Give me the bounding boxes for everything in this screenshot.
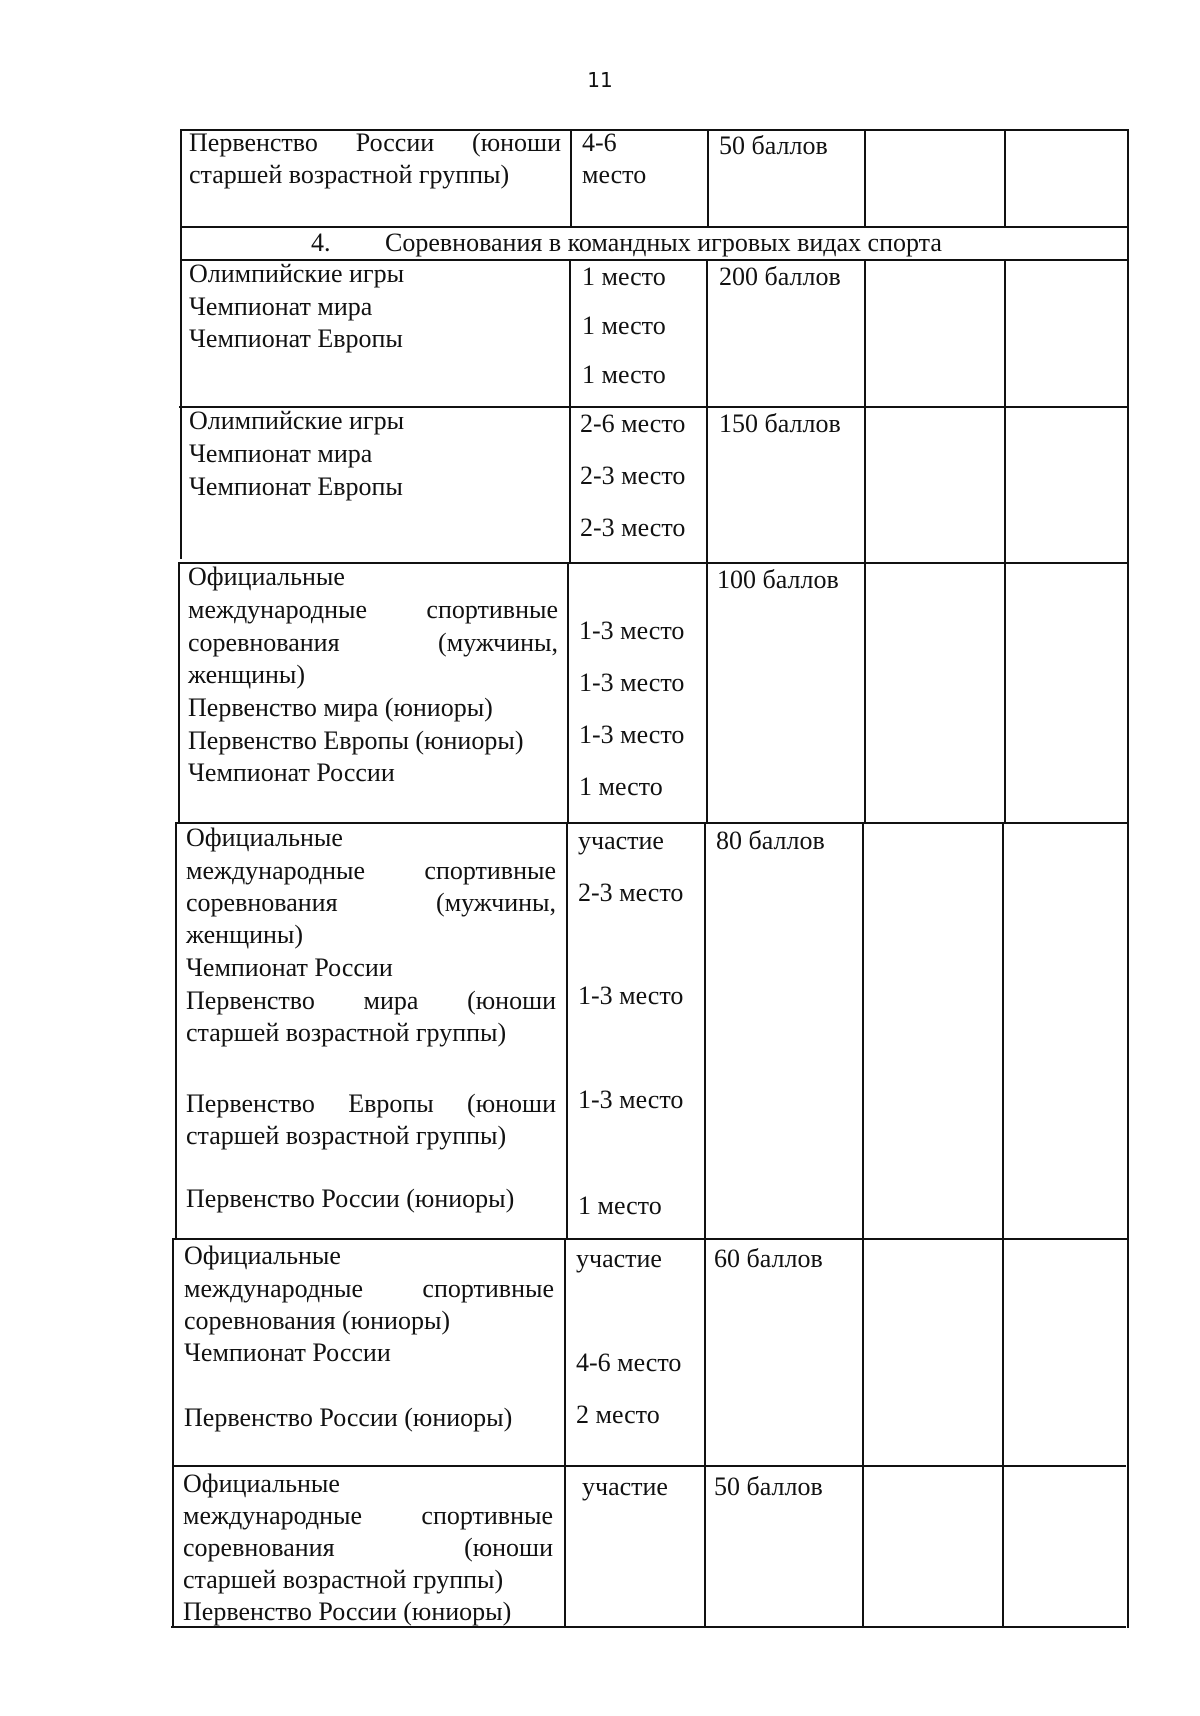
competition-line: Чемпионат России <box>184 1338 391 1367</box>
competition-line: Чемпионат мира <box>189 292 373 321</box>
competition-line: Чемпионат России <box>186 953 393 982</box>
place-value: 1 место <box>582 311 666 340</box>
place-value: 1-3 место <box>579 616 685 645</box>
page-number: 11 <box>587 68 613 92</box>
place-value: участие <box>582 1472 668 1501</box>
section-title: Соревнования в командных игровых видах спорта <box>385 228 942 257</box>
competition-line: Чемпионат Европы <box>189 472 403 501</box>
column-divider <box>1004 129 1006 226</box>
points-value: 50 баллов <box>719 131 828 160</box>
competition-line: Официальные <box>186 823 343 852</box>
competition-line: соревнования (мужчины, <box>188 628 558 657</box>
competition-line: Официальные <box>183 1469 340 1498</box>
competition-line: старшей возрастной группы) <box>186 1121 507 1150</box>
place-value: 2-6 место <box>580 409 686 438</box>
competition-line: Первенство Европы (юноши <box>186 1089 556 1118</box>
place-value: 4-6 место <box>576 1348 682 1377</box>
column-divider <box>706 259 708 822</box>
place-value: 1-3 место <box>578 1085 684 1114</box>
table-border-left <box>172 1238 174 1628</box>
competition-line: международные спортивные <box>183 1501 553 1530</box>
competition-line: Олимпийские игры <box>189 259 405 288</box>
row-divider <box>173 1465 1126 1467</box>
table-border-left <box>178 562 180 822</box>
competition-line: международные спортивные <box>186 856 556 885</box>
place-value: 1-3 место <box>579 668 685 697</box>
competition-line: старшей возрастной группы) <box>186 1018 507 1047</box>
column-divider <box>566 822 568 1238</box>
competition-line: Первенство мира (юноши <box>186 986 556 1015</box>
column-divider <box>569 259 571 562</box>
points-value: 50 баллов <box>714 1472 823 1501</box>
competition-line: женщины) <box>188 660 306 689</box>
section-number: 4. <box>311 228 331 257</box>
column-divider <box>864 129 866 226</box>
column-divider <box>564 1238 566 1628</box>
table-border-left <box>180 129 182 559</box>
competition-line: соревнования (юноши <box>183 1533 553 1562</box>
competition-line: Первенство России (юноши <box>189 128 561 157</box>
place-value: место <box>582 160 647 189</box>
place-value: 2 место <box>576 1400 660 1429</box>
points-value: 200 баллов <box>719 262 841 291</box>
competition-line: Первенство мира (юниоры) <box>188 693 493 722</box>
place-value: 1 место <box>578 1191 662 1220</box>
competition-line: соревнования (мужчины, <box>186 888 556 917</box>
place-value: 2-3 место <box>580 461 686 490</box>
points-value: 80 баллов <box>716 826 825 855</box>
column-divider <box>862 822 864 1628</box>
competition-line: Чемпионат России <box>188 758 395 787</box>
competition-line: Чемпионат мира <box>189 439 373 468</box>
place-value: участие <box>578 826 664 855</box>
competition-line: Первенство России (юниоры) <box>186 1184 515 1213</box>
column-divider <box>570 129 572 226</box>
competition-line: международные спортивные <box>188 595 558 624</box>
competition-line: Чемпионат Европы <box>189 324 403 353</box>
place-value: участие <box>576 1244 662 1273</box>
competition-line: старшей возрастной группы) <box>189 160 510 189</box>
column-divider <box>1002 822 1004 1628</box>
place-value: 1 место <box>582 262 666 291</box>
competition-line: женщины) <box>186 920 304 949</box>
place-value: 1 место <box>582 360 666 389</box>
column-divider <box>864 259 866 822</box>
points-value: 100 баллов <box>717 565 839 594</box>
competition-line: соревнования (юниоры) <box>184 1306 451 1335</box>
competition-line: Официальные <box>188 562 345 591</box>
points-value: 150 баллов <box>719 409 841 438</box>
competition-line: международные спортивные <box>184 1274 554 1303</box>
place-value: 1-3 место <box>579 720 685 749</box>
competition-line: Первенство России (юниоры) <box>183 1597 512 1626</box>
place-value: 2-3 место <box>578 878 684 907</box>
column-divider <box>704 822 706 1628</box>
competition-line: Первенство Европы (юниоры) <box>188 726 524 755</box>
competition-line: Официальные <box>184 1241 341 1270</box>
place-value: 1-3 место <box>578 981 684 1010</box>
table-border-right <box>1127 129 1129 1628</box>
competition-line: Первенство России (юниоры) <box>184 1403 513 1432</box>
column-divider <box>1004 259 1006 822</box>
column-divider <box>707 129 709 226</box>
competition-line: старшей возрастной группы) <box>183 1565 504 1594</box>
points-value: 60 баллов <box>714 1244 823 1273</box>
place-value: 2-3 место <box>580 513 686 542</box>
table-border-left <box>175 822 177 1238</box>
column-divider <box>567 562 569 822</box>
competition-line: Олимпийские игры <box>189 406 405 435</box>
place-value: 1 место <box>579 772 663 801</box>
place-value: 4-6 <box>582 128 617 157</box>
